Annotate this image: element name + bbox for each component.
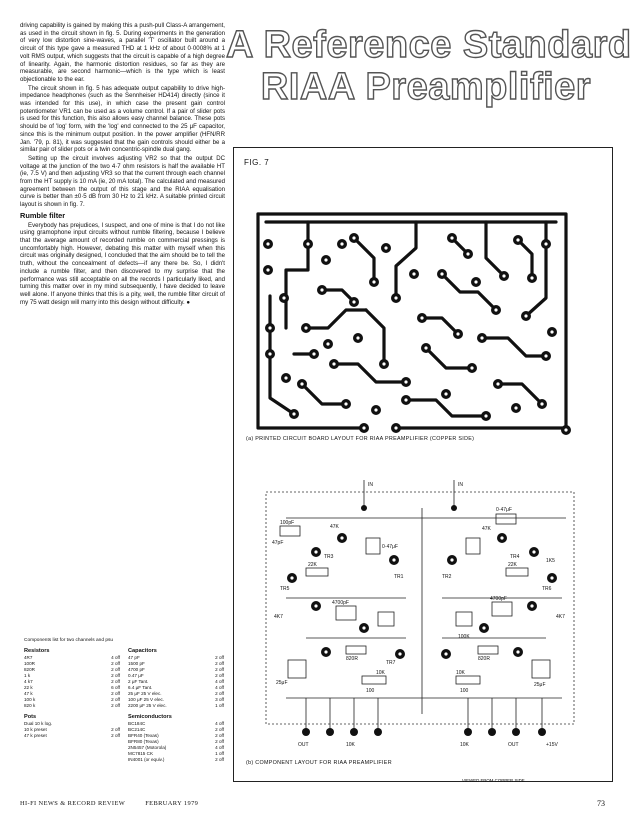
pot-row-quantity: 2 off [111,727,120,732]
label-out-right: OUT [508,742,519,748]
page-number: 73 [597,799,605,808]
pot-row-name: 10 k preset [24,727,47,732]
component-layout-drawing [246,478,602,758]
semiconductor-row-name: MC7815 CK [128,751,154,756]
paragraph-1: driving capability is gained by making this a push-pull Class-A arrangement, as used in the circuit shown in fig. 5. During experiments in the generation of very low distortion sine-waves, a parallel 'T' oscillator built around a circuit of this type gave a measured THD at 1 kHz of about 0·0008% at 1 volt RMS output, which suggests that the circuit is capable of a high degree of linearity. Again, the harmonic distortion residues, so far as they are measurable, are second harmonic—which is the type which is least objectionable to the ear. [20,22,225,83]
label-tr6: TR6 [542,586,552,592]
label-tr3: TR3 [324,554,334,560]
resistor-row-quantity: 6 off [111,685,120,690]
label-22k-a: 22K [308,562,317,568]
rumble-text: Everybody has prejudices, I suspect, and one of mine is that I do not like using gramophone input circuits without rumble filtering, because I believe that the average amount of recorded rumble on commercial pressings is uncomfortably high. However, debating this matter with myself when this circuit was originally designed, I concluded that the aim should be to tell the truth, without the concealment of defects—if any there be. So, I didn't include a rumble filter, and then discovered to my surprise that the performance was still acceptable on all the records I particularly liked, and turning this matter over in my mind subsequently, I have decided to leave well alone. If anyone thinks that this is a pity, well, the rumble filter circuit of my 75 watt design will marry into this design without difficulty. [20,221,225,306]
semiconductor-row-name: BC184C [128,721,146,726]
semiconductor-row-name: BC214C [128,727,146,732]
resistor-row-name: 4R7 [24,655,33,660]
pots-title: Pots [24,714,37,720]
paragraph-3: Setting up the circuit involves adjusting VR2 so that the output DC voltage at the junction of the two 4·7 ohm resistors is half the available HT (ie, 7.5 V) and then adjusting VR3 so that the current through each channel from the HT supply is 10 mA (ie, 20 mA total). The calculated and measured agreement between the output of this stage and the RIAA equalisation curve is better than ±0·5 dB from 30 Hz to 21 kHz. A suitable printed circuit layout is shown in fig. 7. [20,154,225,209]
semiconductor-row [128,757,224,763]
figure-7 [233,147,613,782]
viewed-from-note: VIEWED FROM COPPER SIDE [462,778,525,783]
resistor-row-name: 4 k7 [24,679,33,684]
resistors-list [24,655,120,709]
resistors-title: Resistors [24,648,50,654]
capacitor-row-name: 4700 pF [128,667,145,672]
end-bullet-icon: ● [186,298,191,306]
article-headline [226,24,632,108]
semiconductor-row-quantity: 2 off [215,739,224,744]
label-100-b: 100 [460,688,469,694]
article-text [20,22,225,307]
label-47k-b: 47K [482,526,491,532]
figure-label: FIG. 7 [244,158,270,167]
label-tr1: TR1 [394,574,404,580]
label-tr7: TR7 [386,660,396,666]
capacitor-row-quantity: 2 off [215,661,224,666]
semiconductor-row-name: BFR80 (Texas) [128,739,159,744]
resistor-row-quantity: 2 off [111,661,120,666]
semiconductor-row-name: BFR40 (Texas) [128,733,159,738]
capacitor-row-name: 2 μF Tant. [128,679,149,684]
capacitor-row-quantity: 2 off [215,673,224,678]
resistor-row-name: 22 k [24,685,33,690]
label-10k-a: 10K [376,670,385,676]
label-047uf-right: 0·47μF [496,507,512,513]
label-plus15v: +15V [546,742,558,748]
subheading-rumble-filter: Rumble filter [20,210,66,220]
resistor-row-name: 100 k [24,697,36,702]
label-22k-b: 22K [508,562,517,568]
label-in-left: IN [368,482,373,488]
label-tr5: TR5 [280,586,290,592]
semiconductor-row-name: IN4001 (or equiv.) [128,757,165,762]
capacitor-row-quantity: 4 off [215,679,224,684]
label-4700pf-b: 4700pF [490,596,507,602]
resistor-row-quantity: 2 off [111,667,120,672]
resistor-row-name: 820R [24,667,35,672]
capacitor-row-quantity: 1 off [215,703,224,708]
semiconductor-row-quantity: 4 off [215,721,224,726]
caption-b: (b) COMPONENT LAYOUT FOR RIAA PREAMPLIFIER [246,760,392,766]
capacitor-row-quantity: 3 off [215,697,224,702]
pot-row-name: Dual 10 k log. [24,721,53,726]
label-tr4: TR4 [510,554,520,560]
label-tr2: TR2 [442,574,452,580]
label-10k-right: 10K [460,742,469,748]
label-100-a: 100 [366,688,375,694]
capacitor-row-name: 6.4 μF Tant. [128,685,153,690]
issue-date: FEBRUARY 1979 [145,800,199,807]
label-10k-left: 10K [346,742,355,748]
resistor-row-quantity: 4 off [111,655,120,660]
resistor-row [24,703,120,709]
semiconductor-row-quantity: 2 off [215,757,224,762]
pcb-layout-drawing [246,178,586,446]
capacitor-row-quantity: 4 off [215,685,224,690]
resistor-row-name: 1 k [24,673,31,678]
capacitor-row-name: 25 μF 25 V elec. [128,691,162,696]
semiconductor-row-quantity: 4 off [215,745,224,750]
label-4k7-b: 4K7 [556,614,565,620]
capacitors-list [128,655,224,709]
resistor-row-name: 820 k [24,703,36,708]
right-parts-column [128,646,224,763]
resistor-row-quantity: 2 off [111,697,120,702]
pot-row-quantity: 2 off [111,733,120,738]
semiconductor-row-quantity: 1 off [215,751,224,756]
label-100pf: 100pF [280,520,295,526]
label-47k-a: 47K [330,524,339,530]
resistor-row-name: 100R [24,661,35,666]
resistor-row-name: 47 k [24,691,33,696]
semis-title: Semiconductors [128,714,172,720]
resistor-row-quantity: 2 off [111,703,120,708]
caption-a: (a) PRINTED CIRCUIT BOARD LAYOUT FOR RIAA PREAMPLIFIER (COPPER SIDE) [246,436,475,442]
magazine-name: HI-FI NEWS & RECORD REVIEW [20,800,126,807]
capacitors-title: Capacitors [128,648,157,654]
capacitor-row-quantity: 2 off [215,655,224,660]
label-25uf-b: 25μF [534,682,546,688]
pot-row-name: 47 k preset [24,733,47,738]
label-047uf-left: 0·47μF [382,544,398,550]
left-parts-column [24,646,120,763]
resistor-row-quantity: 2 off [111,679,120,684]
pots-list [24,721,120,739]
headline-line-1: A Reference Standard [226,24,632,66]
page-footer [20,800,216,807]
semiconductors-list [128,721,224,763]
capacitor-row-name: 1500 pF [128,661,145,666]
capacitor-row-quantity: 2 off [215,667,224,672]
capacitor-row [128,703,224,709]
components-list [24,638,224,763]
capacitor-row-quantity: 2 off [215,691,224,696]
label-10k-b: 10K [456,670,465,676]
capacitor-row-name: 0.47 μF [128,673,144,678]
resistor-row-quantity: 2 off [111,673,120,678]
headline-line-2: RIAA Preamplifier [260,66,592,108]
label-100k: 100K [458,634,470,640]
semiconductor-row-quantity: 2 off [215,733,224,738]
label-47pf: 47pF [272,540,284,546]
semiconductor-row-quantity: 2 off [215,727,224,732]
capacitor-row-name: 2200 μF 25 V elec. [128,703,167,708]
components-caption: Components list for two channels and psu [24,638,114,643]
semiconductor-row-name: 2N5457 (Motorola) [128,745,167,750]
pot-row [24,733,120,739]
label-in-right: IN [458,482,463,488]
capacitor-row-name: 100 μF 25 V elec. [128,697,165,702]
label-4700pf-a: 4700pF [332,600,349,606]
label-25uf-a: 25μF [276,680,288,686]
label-820r-b: 820R [478,656,490,662]
paragraph-rumble [20,222,225,307]
label-1k5: 1K5 [546,558,555,564]
label-820r-a: 820R [346,656,358,662]
paragraph-2: The circuit shown in fig. 5 has adequate output capability to drive high-impedance headphones (such as the Sennheiser HD414) directly (since it was intended for this use), in which case the present gain control potentiometer VR1 can be used as a volume control. If a pair of slider pots is used for this function, this also allows easy channel balance. These pots should be of 'log' form, with the 'log' end connected to the 25 μF capacitor, since this is the minimum output position. In the power amplifier (HFN/RR Jan. '79, p. 81), it was suggested that the gain controls should either be a similar pair of slider pots or a twin concentric-spindle dual gang. [20,84,225,154]
label-out-left: OUT [298,742,309,748]
resistor-row-quantity: 2 off [111,691,120,696]
capacitor-row-name: 47 pF [128,655,140,660]
label-4k7-a: 4K7 [274,614,283,620]
